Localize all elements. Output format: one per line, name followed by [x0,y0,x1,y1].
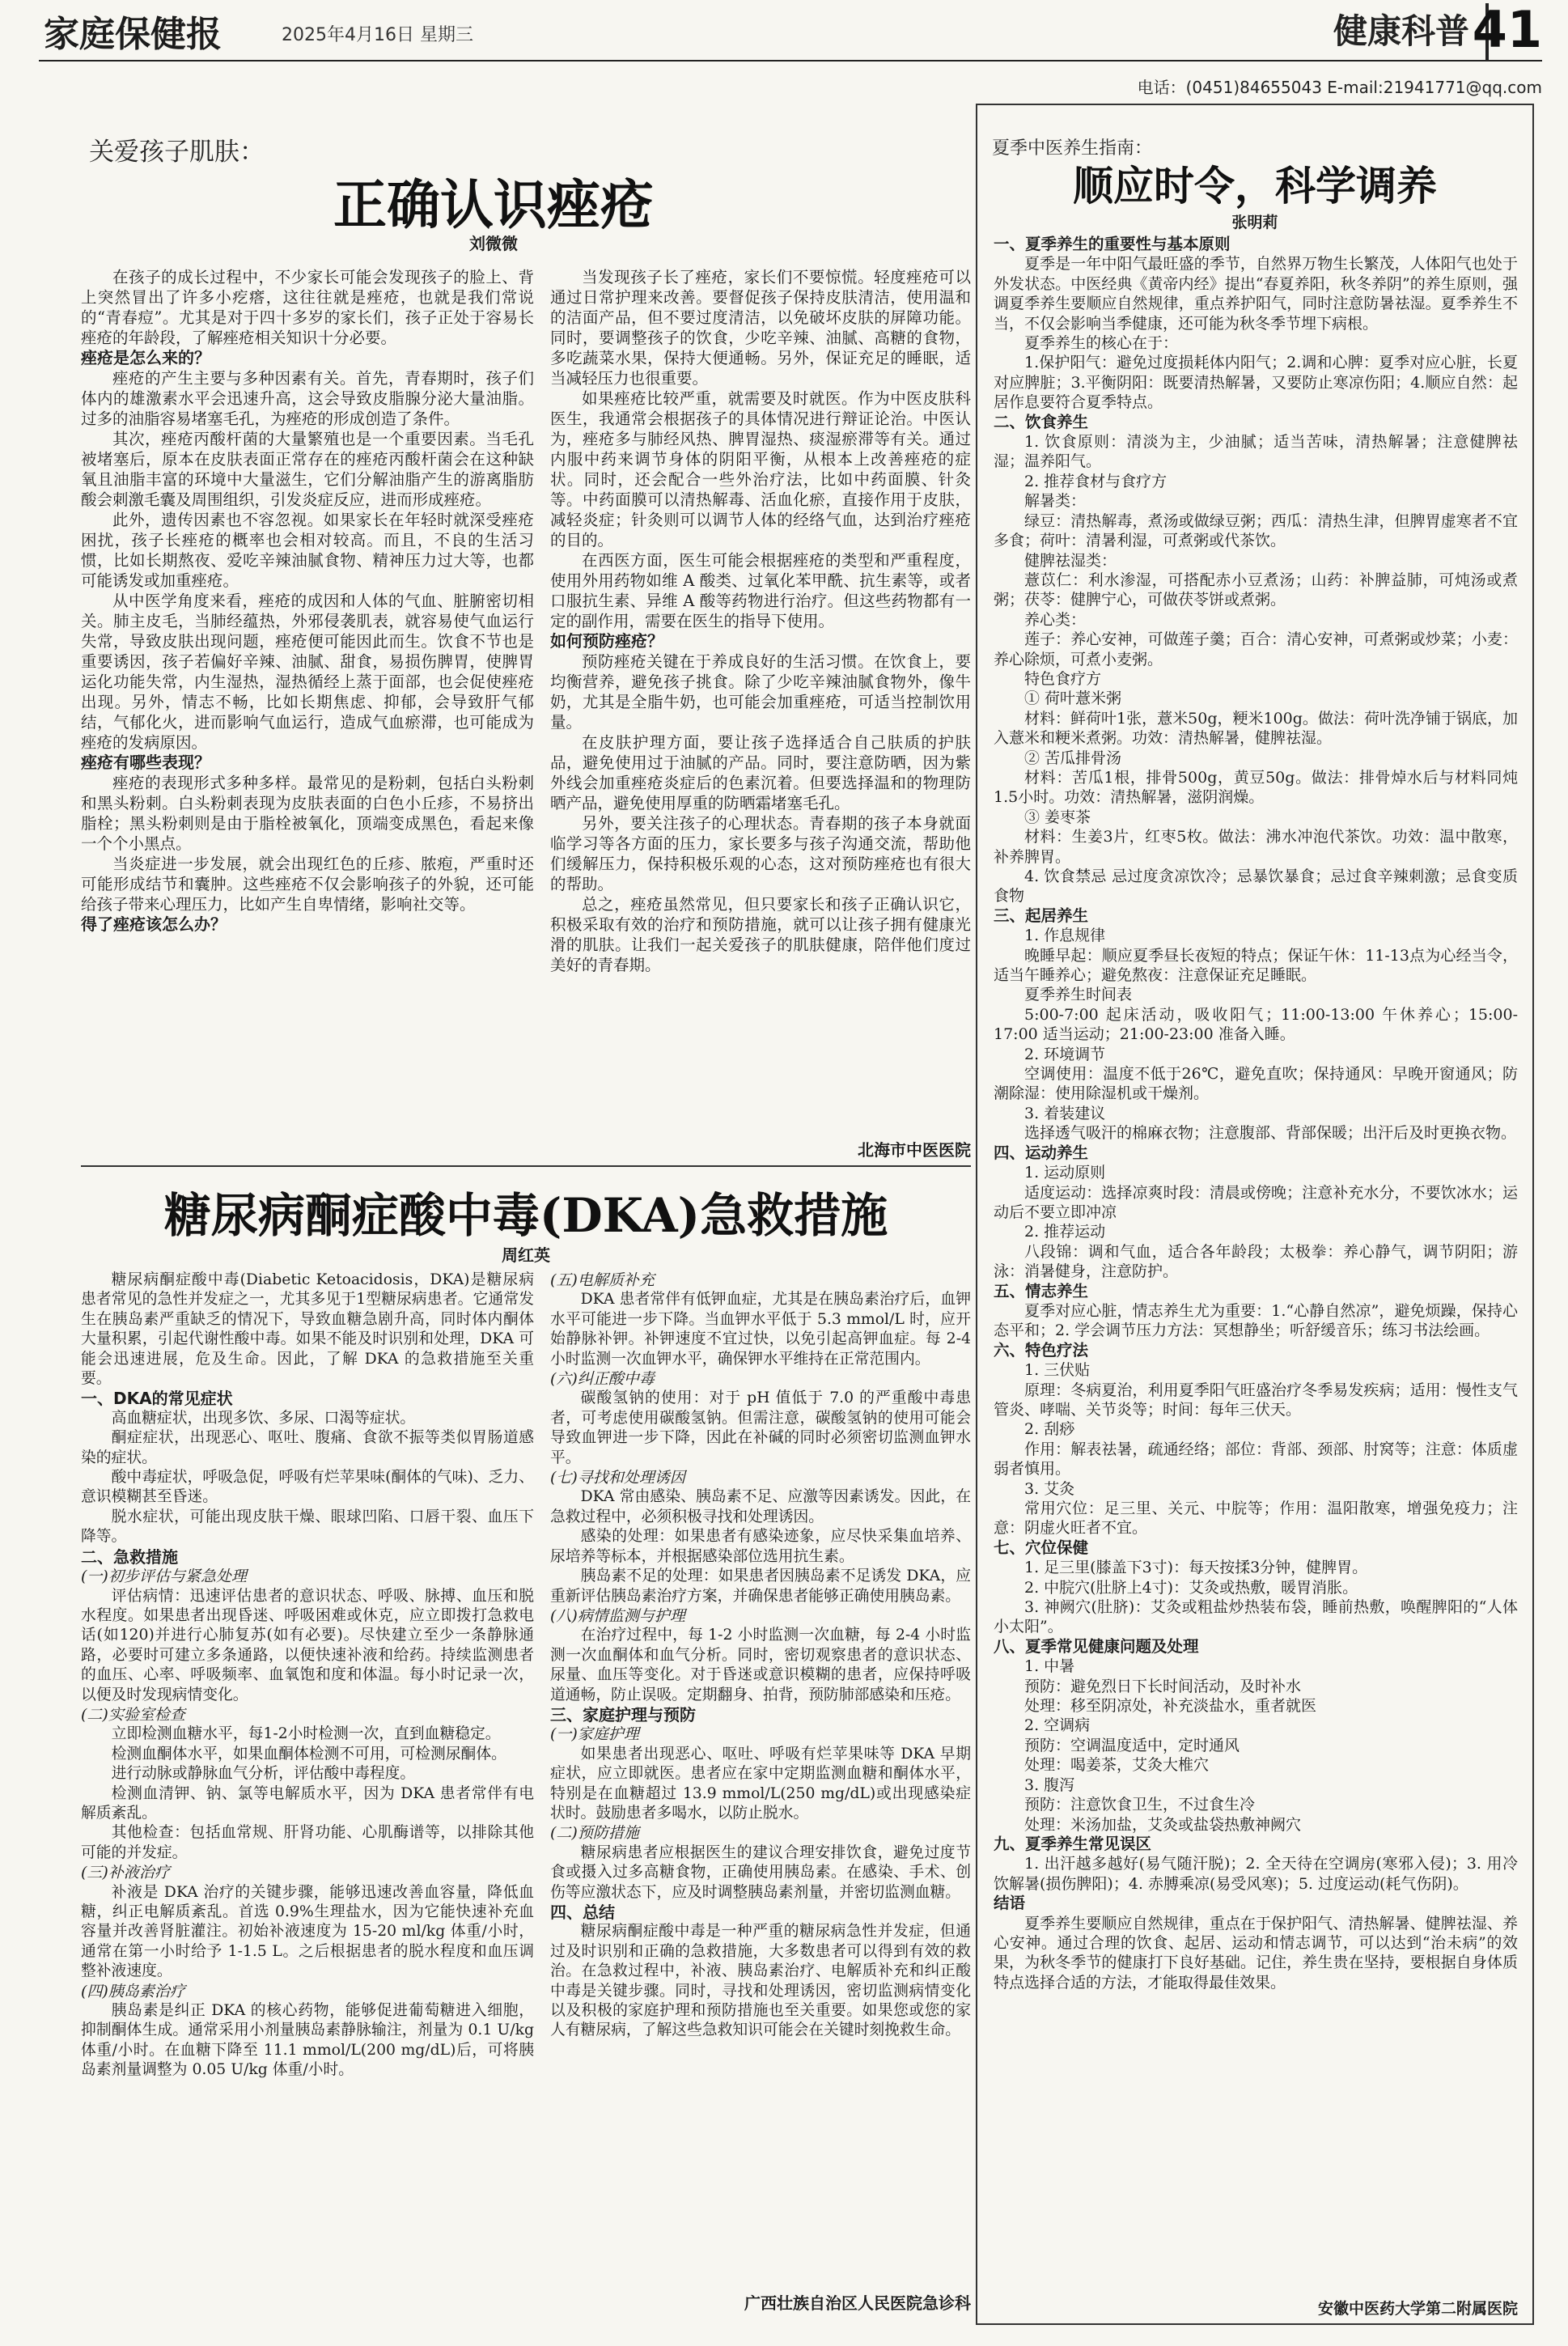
article-divider [81,1165,971,1167]
article3-paragraph: 3. 艾灸 [1024,1479,1075,1498]
article3-subheading: 九、夏季养生常见误区 [994,1834,1152,1853]
article1-subheading: 得了痤疮该怎么办？ [81,914,227,934]
article1-paragraph: 痤疮的产生主要与多种因素有关。首先，青春期时，孩子们体内的雄激素水平会迅速升高，这会导致皮脂腺分泌大量油脂。过多的油脂容易堵塞毛孔，为痤疮的形成创造了条件。 [81,369,534,428]
article2-subheading: 四、总结 [550,1903,615,1922]
article2-subheading: 三、家庭护理与预防 [550,1704,696,1725]
article3-paragraph: 材料：生姜3片，红枣5枚。做法：沸水冲泡代茶饮。功效：温中散寒，补养脾胃。 [994,828,1518,866]
article3-paragraph: 原理：冬病夏治，利用夏季阳气旺盛治疗冬季易发疾病；适用：慢性支气管炎、哮喘、关节炎等；时间：每年三伏天。 [994,1381,1518,1419]
article3-paragraph: 预防：注意饮食卫生，不过食生冷 [1024,1796,1256,1814]
article3-paragraph: 预防：避免烈日下长时间活动，及时补水 [1024,1677,1302,1695]
article3-paragraph: 空调使用：温度不低于26℃，避免直吹；保持通风：早晚开窗通风；防潮除湿：使用除湿机或干燥剂。 [994,1065,1518,1103]
article2-paragraph: 立即检测血糖水平，每1-2小时检测一次，直到血糖稳定。 [111,1725,501,1743]
article1-column-1 [81,267,534,935]
section-title: 健康科普 [1333,11,1469,51]
article3-paragraph: 2. 推荐食材与食疗方 [1024,472,1168,490]
article1-paragraph: 总之，痤疮虽然常见，但只要家长和孩子正确认识它，积极采取有效的治疗和预防措施，就可以让孩子拥有健康光滑的肌肤。让我们一起关爱孩子的肌肤健康，陪伴他们度过美好的青春期。 [550,895,971,974]
article3-paragraph: 夏季养生要顺应自然规律，重点在于保护阳气、清热解暑、健脾祛湿、养心安神。通过合理的饮食、起居、运动和情志调节，可以达到“治未病”的效果，为秋冬季节的健康打下良好基础。记住，养生贵在坚持，要根据自身体质特点选择合适的方法，才能取得最佳效果。 [994,1914,1518,1992]
article1-paragraph: 在皮肤护理方面，要让孩子选择适合自己肤质的护肤品，避免使用过于油腻的产品。同时，要注意防晒，因为紫外线会加重痤疮炎症后的色素沉着。但要选择温和的物理防晒产品，避免使用厚重的防晒霜堵塞毛孔。 [550,733,971,812]
article3-subheading: 八、夏季常见健康问题及处理 [994,1636,1199,1656]
article1-title: 正确认识痤疮 [333,173,654,236]
article1-paragraph: 预防痤疮关键在于养成良好的生活习惯。在饮食上，要均衡营养，避免孩子挑食。除了少吃辛辣油腻食物外，像牛奶，尤其是全脂牛奶，也可能会加重痤疮，可适当控制饮用量。 [550,652,971,732]
article2-subheading: (二)预防措施 [550,1824,639,1843]
article3-paragraph: 1. 作息规律 [1024,927,1106,945]
issue-date: 2025年4月16日 星期三 [282,25,473,45]
article1-subheading: 痤疮有哪些表现？ [81,753,210,772]
article3-subheading: 三、起居养生 [994,906,1089,925]
article3-paragraph: 预防：空调温度适中，定时通风 [1024,1736,1240,1754]
article1-paragraph: 在西医方面，医生可能会根据痤疮的类型和严重程度，使用外用药物如维 A 酸类、过氧化苯甲酰、抗生素等，或者口服抗生素、异维 A 酸等药物进行治疗。但这些药物都有一定的副作用，需要在医生的指导下使用。 [550,551,971,630]
article3-paragraph: 1. 足三里(膝盖下3寸)：每天按揉3分钟，健脾胃。 [1024,1559,1368,1577]
article3-paragraph: 处理：移至阴凉处，补充淡盐水，重者就医 [1024,1697,1317,1716]
article1-subheading: 如何预防痤疮？ [550,631,663,651]
article2-paragraph: 感染的处理：如果患者有感染迹象，应尽快采集血培养、尿培养等标本，并根据感染部位选用抗生素。 [550,1528,971,1565]
article3-paragraph: 3. 着装建议 [1024,1104,1106,1122]
article1-subheading: 痤疮是怎么来的？ [81,348,210,367]
article2-subheading: (三)补液治疗 [81,1864,170,1882]
article2-paragraph: 胰岛素是纠正 DKA 的核心药物，能够促进葡萄糖进入细胞，抑制酮体生成。通常采用小剂量胰岛素静脉输注，剂量为 0.1 U/kg 体重/小时。在血糖下降至 11.1 mmol/L(200 mg/dL)后，可将胰岛素剂量调整为 0.05 U/kg 体重/小时。 [81,2002,534,2079]
article2-column-2 [550,1271,971,2041]
article1-paragraph: 当发现孩子长了痤疮，家长们不要惊慌。轻度痤疮可以通过日常护理来改善。要督促孩子保持皮肤清洁，使用温和的洁面产品，但不要过度清洁，以免破坏皮肤的屏障功能。同时，要调整孩子的饮食，少吃辛辣、油腻、高糖的食物，多吃蔬菜水果，保持大便通畅。另外，保证充足的睡眠，适当减轻压力也很重要。 [550,268,971,388]
article2-title: 糖尿病酮症酸中毒(DKA)急救措施 [163,1188,888,1243]
article1-paragraph: 痤疮的表现形式多种多样。最常见的是粉刺，包括白头粉刺和黑头粉刺。白头粉刺表现为皮肤表面的白色小丘疹，不易挤出脂栓；黑头粉刺则是由于脂栓被氧化，顶端变成黑色，看起来像一个个小黑点。 [81,774,534,853]
article2-paragraph: 碳酸氢钠的使用：对于 pH 值低于 7.0 的严重酸中毒患者，可考虑使用碳酸氢钠。但需注意，碳酸氢钠的使用可能会导致血钾进一步下降，因此在补碱的同时必须密切监测血钾水平。 [550,1389,971,1466]
article2-paragraph: 进行动脉或静脉血气分析，评估酸中毒程度。 [111,1765,416,1783]
article2-subheading: (六)纠正酸中毒 [550,1370,655,1389]
article3-paragraph: 1. 运动原则 [1024,1164,1106,1182]
article1-kicker: 关爱孩子肌肤： [89,138,265,167]
article2-paragraph: 检测血清钾、钠、氯等电解质水平，因为 DKA 患者常伴有电解质紊乱。 [81,1784,534,1822]
article2-subheading: (一)家庭护理 [550,1725,639,1744]
article2-subheading: 二、急救措施 [81,1546,178,1567]
article3-subheading: 结语 [994,1894,1026,1913]
article2-paragraph: 评估病情：迅速评估患者的意识状态、呼吸、脉搏、血压和脱水程度。如果患者出现昏迷、呼吸困难或休克，应立即拨打急救电话(如120)并进行心肺复苏(如有必要)。尽快建立至少一条静脉通路，必要时可建立多条通路，以便快速补液和给药。持续监测患者的血压、心率、呼吸频率、血氧饱和度和体温。每小时记录一次，以便及时发现病情变化。 [81,1587,534,1703]
article1-author: 刘微微 [469,234,518,253]
article3-subheading: 五、情志养生 [994,1281,1089,1300]
article3-subheading: 一、夏季养生的重要性与基本原则 [994,235,1231,253]
article3-paragraph: 2. 空调病 [1024,1716,1091,1735]
article2-paragraph: 糖尿病患者应根据医生的建议合理安排饮食，避免过度节食或摄入过多高糖食物，正确使用胰岛素。在感染、手术、创伤等应激状态下，应及时调整胰岛素剂量，并密切监测血糖。 [550,1843,971,1901]
article2-subheading: (五)电解质补充 [550,1271,655,1289]
article3-paragraph: 解暑类： [1024,492,1087,511]
article3-paragraph: 1. 出汗越多越好(易气随汗脱)；2. 全天待在空调房(寒邪入侵)；3. 用冷饮解暑(损伤脾阳)；4. 赤膊乘凉(易受风寒)；5. 过度运动(耗气伤阴)。 [994,1855,1518,1893]
article1-paragraph: 此外，遗传因素也不容忽视。如果家长在年轻时就深受痤疮困扰，孩子长痤疮的概率也会相对较高。而且，不良的生活习惯，比如长期熬夜、爱吃辛辣油腻食物、精神压力过大等，也都可能诱发或加重痤疮。 [81,511,534,590]
article2-paragraph: 糖尿病酮症酸中毒是一种严重的糖尿病急性并发症，但通过及时识别和正确的急救措施，大多数患者可以得到有效的救治。在急救过程中，补液、胰岛素治疗、电解质补充和纠正酸中毒是关键步骤。同时，寻找和处理诱因，密切监测病情变化以及积极的家庭护理和预防措施也至关重要。如果您或您的家人有糖尿病，了解这些急救知识可能会在关键时刻挽救生命。 [550,1923,971,2039]
article2-paragraph: 脱水症状，可能出现皮肤干燥、眼球凹陷、口唇干裂、血压下降等。 [81,1508,534,1546]
article3-paragraph: 4. 饮食禁忌 忌过度贪凉饮冷；忌暴饮暴食；忌过食辛辣刺激；忌食变质食物 [994,868,1518,906]
article3-paragraph: 材料：鲜荷叶1张，薏米50g，粳米100g。做法：荷叶洗净铺于锅底，加入薏米和粳米煮粥。功效：清热解暑，健脾祛湿。 [994,709,1518,748]
article3-paragraph: 夏季养生的核心在于： [1024,334,1179,353]
article2-subheading: (八)病情监测与护理 [550,1606,685,1625]
masthead-rule [39,60,1542,62]
article2-paragraph: 酸中毒症状，呼吸急促，呼吸有烂苹果味(酮体的气味)、乏力、意识模糊甚至昏迷。 [81,1469,534,1506]
article3-paragraph: 特色食疗方 [1024,669,1102,688]
article2-column-1 [81,1271,534,2081]
article2-subheading: (七)寻找和处理诱因 [550,1469,685,1487]
article3-paragraph: ② 苦瓜排骨汤 [1024,749,1122,767]
article2-subheading: (一)初步评估与紧急处理 [81,1568,247,1586]
article3-paragraph: 5:00-7:00 起床活动，吸收阳气；11:00-13:00 午休养心；15:00-17:00 适当运动；21:00-23:00 准备入睡。 [994,1005,1518,1044]
article3-paragraph: 适度运动：选择凉爽时段：清晨或傍晚；注意补充水分，不要饮冰水；运动后不要立即冲凉 [994,1183,1518,1221]
article3-paragraph: 1. 三伏贴 [1024,1361,1091,1380]
article3-paragraph: 健脾祛湿类： [1024,551,1117,570]
article2-paragraph: 酮症症状，出现恶心、呕吐、腹痛、食欲不振等类似胃肠道感染的症状。 [81,1429,534,1466]
article2-subheading: 一、DKA的常见症状 [81,1389,233,1409]
article3-paragraph: 八段锦：调和气血，适合各年龄段；太极拳：养心静气，调节阴阳；游泳：消暑健身，注意防护。 [994,1242,1518,1281]
sidebar-box [976,104,1534,2325]
article2-paragraph: 如果患者出现恶心、呕吐、呼吸有烂苹果味等 DKA 早期症状，应立即就医。患者应在家中定期监测血糖和酮体水平，特别是在血糖超过 13.9 mmol/L(250 mg/dL)或出现感染症状时。鼓励患者多喝水，以防止脱水。 [550,1745,971,1822]
article3-paragraph: 2. 环境调节 [1024,1045,1106,1063]
article1-paragraph: 如果痤疮比较严重，就需要及时就医。作为中医皮肤科医生，我通常会根据孩子的具体情况进行辩证论治。中医认为，痤疮多与肺经风热、脾胃湿热、痰湿瘀滞等有关。通过内服中药来调节身体的阴阳平衡，从根本上改善痤疮的症状。同时，还会配合一些外治疗法，比如中药面膜、针灸等。中药面膜可以清热解毒、活血化瘀，直接作用于皮肤，减轻炎症；针灸则可以调节人体的经络气血，达到治疗痤疮的目的。 [550,389,971,549]
article2-paragraph: 补液是 DKA 治疗的关键步骤，能够迅速改善血容量，降低血糖，纠正电解质紊乱。首选 0.9%生理盐水，因为它能快速补充血容量并改善肾脏灌注。初始补液速度为 15-20 ml/kg 体重/小时，通常在第一小时给予 1-1.5 L。之后根据患者的脱水程度和血压调整补液速度。 [81,1883,534,1980]
article3-subheading: 六、特色疗法 [994,1340,1089,1360]
article1-paragraph: 当炎症进一步发展，就会出现红色的丘疹、脓疱，严重时还可能形成结节和囊肿。这些痤疮不仅会影响孩子的外貌，还可能给孩子带来心理压力，比如产生自卑情绪，影响社交等。 [81,855,534,914]
article3-paragraph: 2. 中脘穴(肚脐上4寸)：艾灸或热敷，暖胃消胀。 [1024,1578,1358,1597]
article3-paragraph: 常用穴位：足三里、关元、中脘等；作用：温阳散寒，增强免疫力；注意：阴虚火旺者不宜。 [994,1500,1518,1538]
article2-paragraph: DKA 常由感染、胰岛素不足、应激等因素诱发。因此，在急救过程中，必须积极寻找和处理诱因。 [550,1488,971,1525]
article2-paragraph: 在治疗过程中，每 1-2 小时监测一次血糖，每 2-4 小时监测一次血酮体和血气分析。同时，密切观察患者的意识状态、尿量、血压等变化。对于昏迷或意识模糊的患者，应保持呼吸道通畅，防止误吸。定期翻身、拍背，预防肺部感染和压疮。 [550,1627,971,1703]
article1-affiliation: 北海市中医医院 [858,1140,971,1160]
article2-paragraph: 其他检查：包括血常规、肝肾功能、心肌酶谱等，以排除其他可能的并发症。 [81,1824,534,1861]
article2-author: 周红英 [502,1245,550,1265]
article3-title: 顺应时令，科学调养 [1073,162,1437,210]
article3-paragraph: 作用：解表祛暑，疏通经络；部位：背部、颈部、肘窝等；注意：体质虚弱者慎用。 [994,1440,1518,1478]
article3-paragraph: 1. 中暑 [1024,1657,1075,1676]
article2-subheading: (二)实验室检查 [81,1705,185,1724]
article3-paragraph: 选择透气吸汗的棉麻衣物；注意腹部、背部保暖；出汗后及时更换衣物。 [1024,1124,1517,1143]
article3-paragraph: 1. 饮食原则：清淡为主，少油腻；适当苦味，清热解暑；注意健脾祛湿；温养阳气。 [994,433,1518,471]
article2-paragraph: 高血糖症状，出现多饮、多尿、口渴等症状。 [111,1409,416,1427]
article3-paragraph: 1.保护阳气：避免过度损耗体内阳气；2.调和心脾：夏季对应心脏，长夏对应脾脏；3.平衡阴阳：既要清热解暑，又要防止寒凉伤阳；4.顺应自然：起居作息要符合夏季特点。 [994,354,1518,412]
article3-author: 张明莉 [1231,214,1278,231]
article3-paragraph: 夏季对应心脏，情志养生尤为重要：1.“心静自然凉”，避免烦躁，保持心态平和；2. 学会调节压力方法：冥想静坐；听舒缓音乐；练习书法绘画。 [994,1301,1518,1340]
article2-subheading: (四)胰岛素治疗 [81,1982,185,2000]
article2-paragraph: 检测血酮体水平，如果血酮体检测不可用，可检测尿酮体。 [111,1745,506,1763]
article3-paragraph: 夏季是一年中阳气最旺盛的季节，自然界万物生长繁茂，人体阳气也处于外发状态。中医经典《黄帝内经》提出“春夏养阳，秋冬养阴”的养生原则，强调夏季养生要顺应自然规律，重点养护阳气，同时注意防暑祛湿。夏季养生不当，不仅会影响当季健康，还可能为秋冬季节埋下病根。 [994,255,1518,333]
article3-paragraph: 处理：米汤加盐，艾灸或盐袋热敷神阙穴 [1024,1815,1302,1834]
article3-paragraph: 养心类： [1024,610,1087,629]
article1-paragraph: 从中医学角度来看，痤疮的成因和人体的气血、脏腑密切相关。肺主皮毛，当肺经蕴热，外邪侵袭肌表，就容易使气血运行失常，导致皮肤出现问题，痤疮便可能因此而生。饮食不节也是重要诱因，孩子若偏好辛辣、油腻、甜食，易损伤脾胃，使脾胃运化功能失常，内生湿热，湿热循经上蒸于面部，也会促使痤疮出现。另外，情志不畅，比如长期焦虑、抑郁，会导致肝气郁结，气郁化火，进而影响气血运行，造成气血瘀滞，也可能成为痤疮的发病原因。 [81,592,534,752]
article1-paragraph: 另外，要关注孩子的心理状态。青春期的孩子本身就面临学习等各方面的压力，家长要多与孩子沟通交流，帮助他们缓解压力，保持积极乐观的心态，这对预防痤疮也有很大的帮助。 [550,814,971,893]
article3-kicker: 夏季中医养生指南： [992,138,1153,159]
article2-paragraph: DKA 患者常伴有低钾血症，尤其是在胰岛素治疗后，血钾水平可能进一步下降。当血钾水平低于 5.3 mmol/L 时，应开始静脉补钾。补钾速度不宜过快，以免引起高钾血症。每 2-4 小时监测一次血钾水平，确保钾水平维持在正常范围内。 [550,1291,971,1368]
article1-paragraph: 其次，痤疮丙酸杆菌的大量繁殖也是一个重要因素。当毛孔被堵塞后，原本在皮肤表面正常存在的痤疮丙酸杆菌会在这种缺氧且油脂丰富的环境中大量滋生，它们分解油脂产生的游离脂肪酸会刺激毛囊及周围组织，引发炎症反应，进而形成痤疮。 [81,430,534,509]
article3-paragraph: 莲子：养心安神，可做莲子羹；百合：清心安神，可煮粥或炒菜；小麦：养心除烦，可煮小麦粥。 [994,630,1518,668]
article3-paragraph: 材料：苦瓜1根，排骨500g，黄豆50g。做法：排骨焯水后与材料同炖1.5小时。功效：清热解暑，滋阴润燥。 [994,768,1518,807]
article3-paragraph: 2. 刮痧 [1024,1420,1075,1439]
article1-column-2 [550,267,971,975]
article3-affiliation: 安徽中医药大学第二附属医院 [1317,2300,1518,2318]
article3-paragraph: 晚睡早起：顺应夏季昼长夜短的特点；保证午休：11-13点为心经当令，适当午睡养心；避免熬夜：注意保证充足睡眠。 [994,946,1518,985]
contact-info: 电话：(0451)84655043 E-mail:21941771@qq.com [1137,78,1542,97]
article2-paragraph: 胰岛素不足的处理：如果患者因胰岛素不足诱发 DKA，应重新评估胰岛素治疗方案，并确保患者能够正确使用胰岛素。 [550,1568,971,1605]
article3-paragraph: ③ 姜枣茶 [1024,808,1091,826]
article3-subheading: 七、穴位保健 [994,1538,1089,1557]
article3-paragraph: 薏苡仁：利水渗湿，可搭配赤小豆煮汤；山药：补脾益肺，可炖汤或煮粥；茯苓：健脾宁心，可做茯苓饼或煮粥。 [994,571,1518,609]
article1-paragraph: 在孩子的成长过程中，不少家长可能会发现孩子的脸上、背上突然冒出了许多小疙瘩，这往往就是痤疮，也就是我们常说的“青春痘”。尤其是对于四十多岁的家长们，孩子正处于容易长痤疮的年龄段，了解痤疮相关知识十分必要。 [81,268,534,347]
article3-paragraph: 3. 腹泻 [1024,1775,1075,1794]
article3-subheading: 四、运动养生 [994,1143,1089,1162]
masthead [39,0,1542,58]
page-number: 41 [1472,0,1542,59]
article2-paragraph: 糖尿病酮症酸中毒(Diabetic Ketoacidosis，DKA)是糖尿病患者常见的急性并发症之一，尤其多见于1型糖尿病患者。它通常发生在胰岛素严重缺乏的情况下，导致血糖急剧升高，同时体内酮体大量积累，引起代谢性酸中毒。如果不能及时识别和处理，DKA 可能会迅速进展，危及生命。因此，了解 DKA 的急救措施至关重要。 [81,1271,534,1388]
article3-paragraph: 2. 推荐运动 [1024,1223,1106,1241]
article2-affiliation: 广西壮族自治区人民医院急诊科 [744,2293,971,2313]
article3-paragraph: 3. 神阙穴(肚脐)：艾灸或粗盐炒热装布袋，睡前热敷，唤醒脾阳的“人体小太阳”。 [994,1598,1518,1636]
article3-paragraph: 夏季养生时间表 [1024,986,1133,1004]
article3-subheading: 二、饮食养生 [994,412,1089,431]
paper-name: 家庭保健报 [44,14,222,55]
article3-body [994,235,1518,1992]
article3-paragraph: 绿豆：清热解毒，煮汤或做绿豆粥；西瓜：清热生津，但脾胃虚寒者不宜多食；荷叶：清暑利湿，可煮粥或代茶饮。 [994,511,1518,550]
article3-paragraph: ① 荷叶薏米粥 [1024,689,1122,708]
article3-paragraph: 处理：喝姜茶，艾灸大椎穴 [1024,1756,1210,1775]
